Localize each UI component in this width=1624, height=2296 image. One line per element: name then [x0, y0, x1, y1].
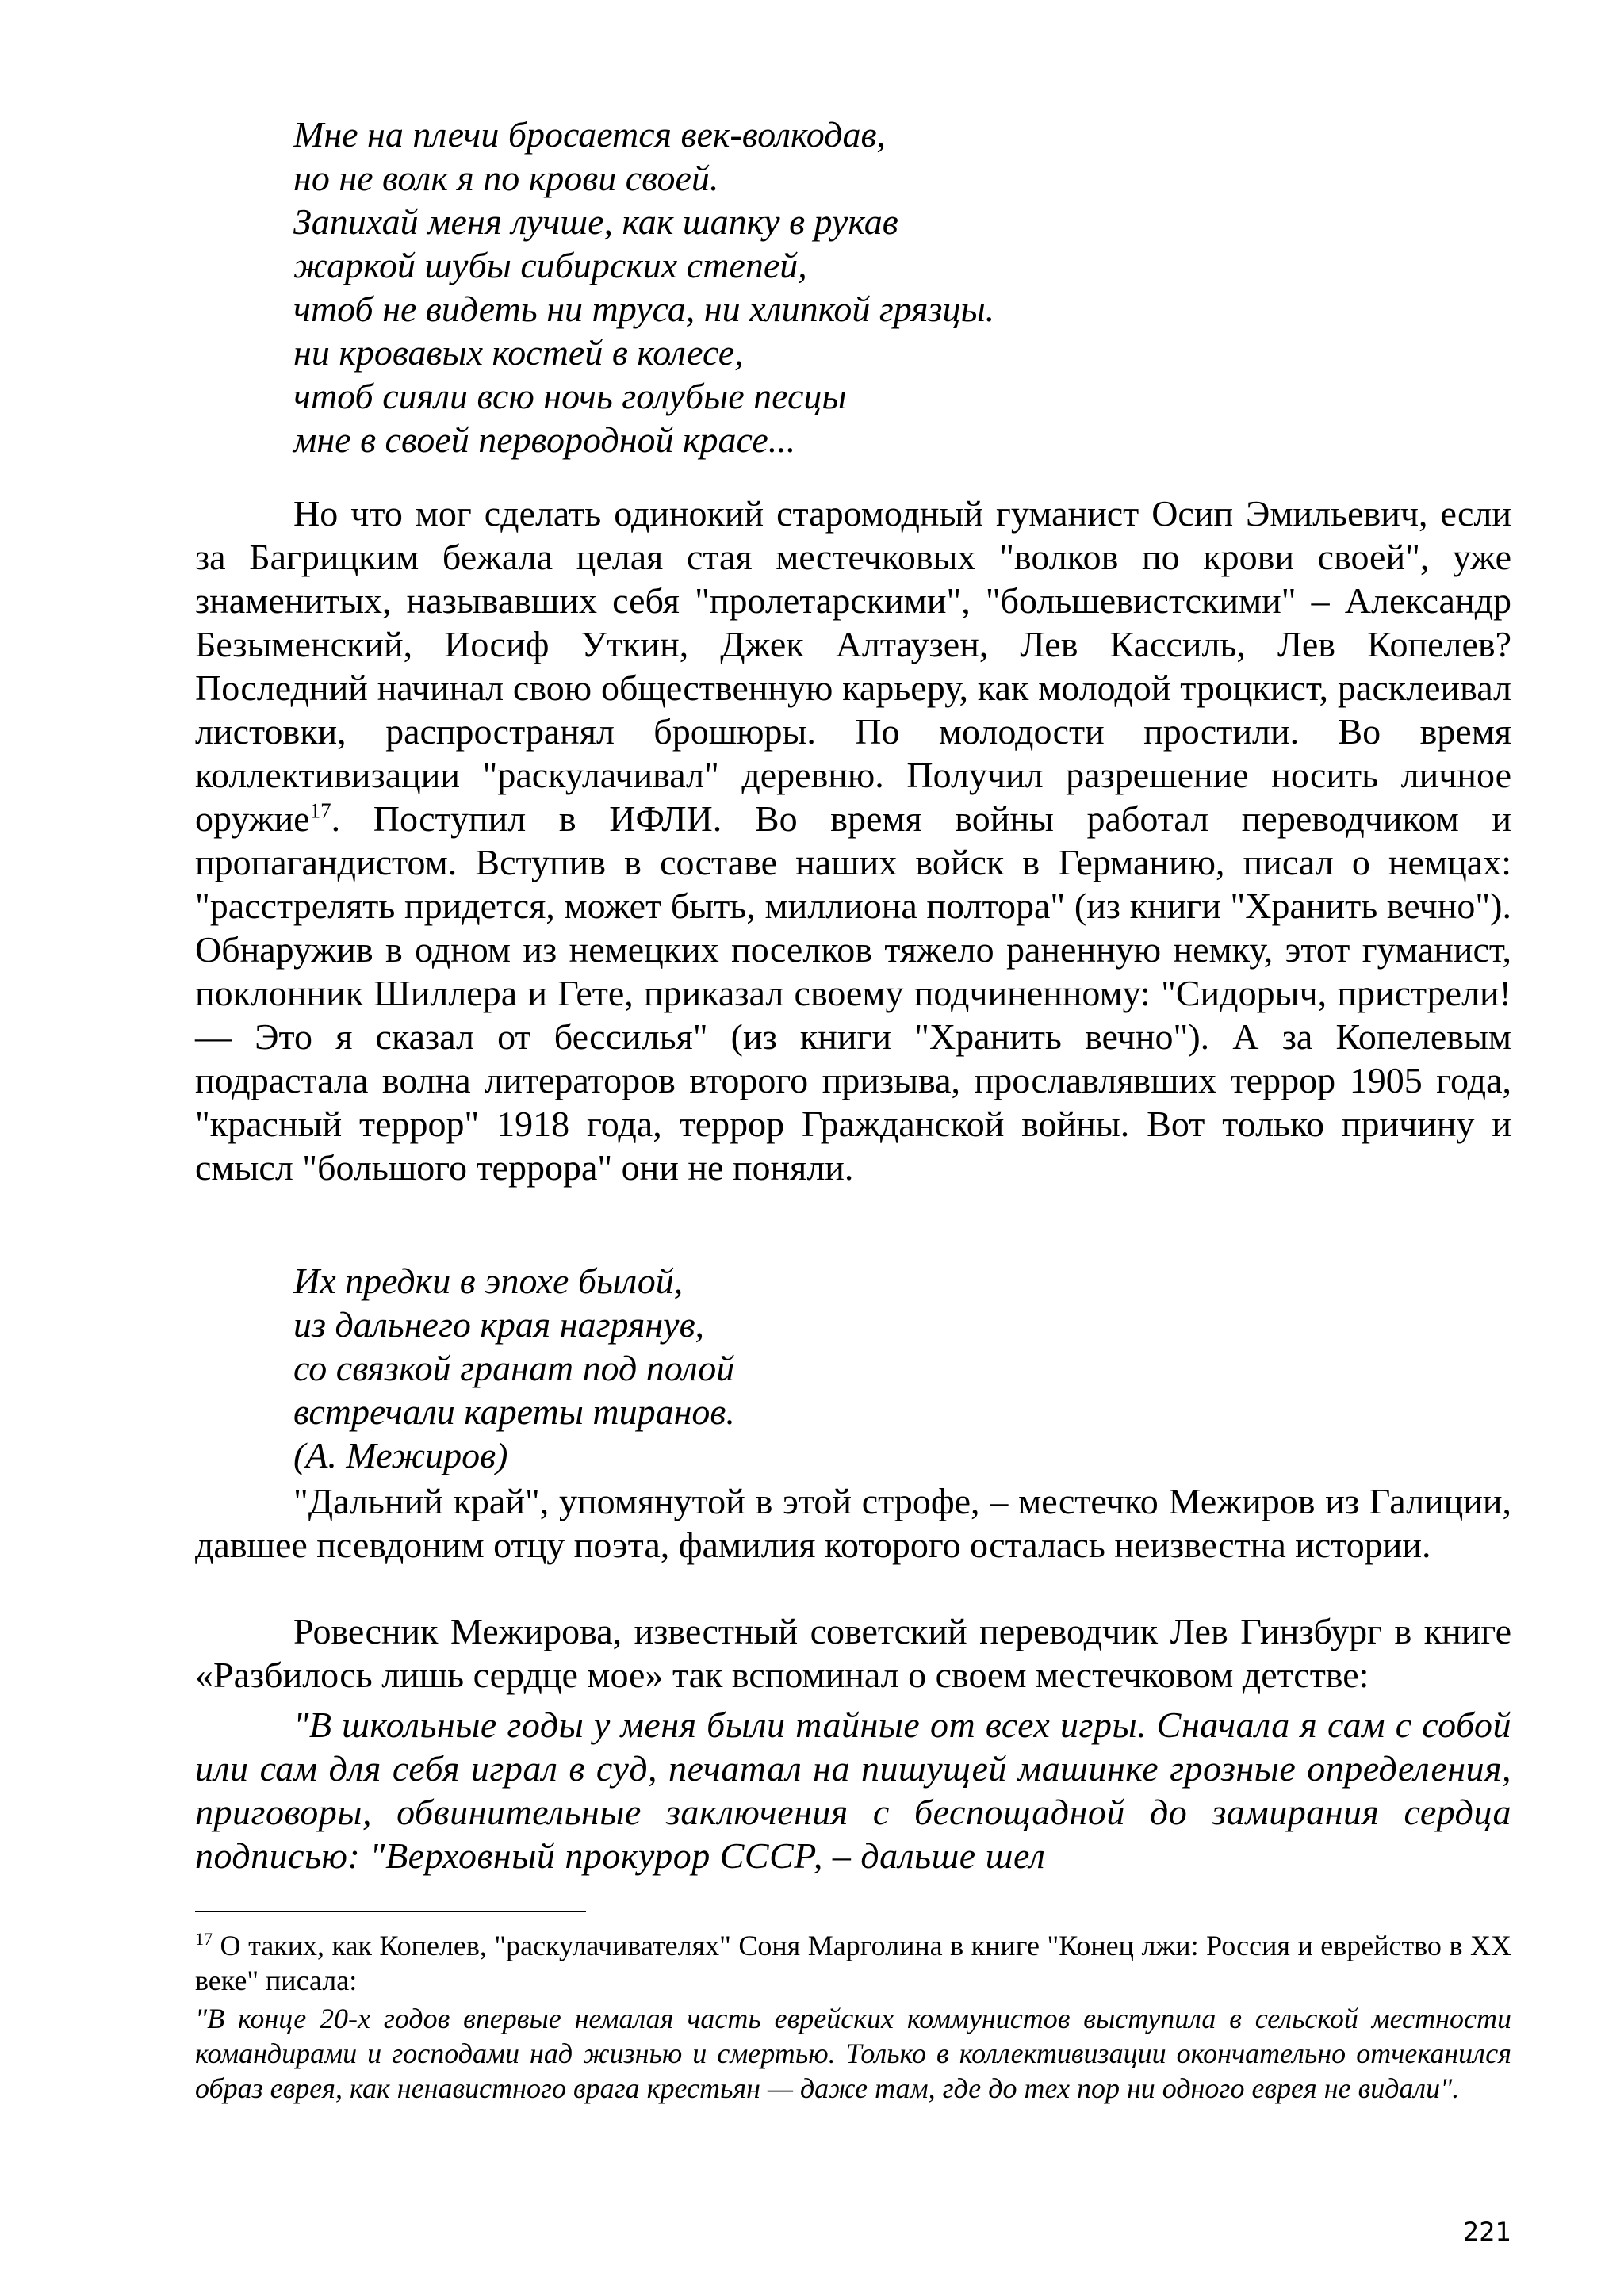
poem-line: Запихай меня лучше, как шапку в рукав — [293, 201, 898, 242]
paragraph-main — [195, 492, 1511, 1189]
footnote-number: 17 — [195, 1929, 213, 1949]
poem-attribution: (А. Межиров) — [293, 1435, 508, 1475]
poem-mezhirov — [293, 1259, 735, 1477]
paragraph-text: "Дальний край", упомянутой в этой строфе, – местечко Межиров из Галиции, давшее псевдоним отцу поэта, фамилия которого осталась неизвестна истории. — [195, 1481, 1511, 1565]
poem-line: но не волк я по крови своей. — [293, 158, 719, 198]
poem-line: жаркой шубы сибирских степей, — [293, 245, 807, 285]
footnote-quote: "В конце 20-х годов впервые немалая часть еврейских коммунистов выступила в сельской местности командирами и господами над жизнью и смертью. Только в коллективизации окончательно отчеканился образ еврея, как ненавистного врага крестьян — даже там, где до тех пор ни одного еврея не видали". — [195, 2003, 1511, 2104]
footnote-17 — [195, 1928, 1511, 2106]
paragraph-text: Ровесник Межирова, известный советский переводчик Лев Гинзбург в книге «Разбилось лишь сердце мое» так вспоминал о своем местечковом детстве: — [195, 1611, 1511, 1695]
footnote-body: О таких, как Копелев, "раскулачивателях" Соня Марголина в книге "Конец лжи: Россия и еврейство в XX веке" писала: — [195, 1930, 1511, 1996]
poem-line: чтоб сияли всю ночь голубые песцы — [293, 376, 847, 416]
page-number: 221 — [1462, 2217, 1511, 2247]
footnote-reference[interactable]: 17 — [309, 798, 331, 823]
footnote-divider — [195, 1911, 586, 1912]
poem-line: ни кровавых костей в колесе, — [293, 332, 744, 373]
poem-line: Мне на плечи бросается век-волкодав, — [293, 114, 886, 155]
paragraph-ginzburg-quote — [195, 1703, 1511, 1877]
footnote-text — [195, 1928, 1511, 1998]
paragraph-segment: Но что мог сделать одинокий старомодный гуманист Осип Эмильевич, если за Багрицким бежала целая стая местечковых "волков по крови своей", уже знаменитых, называвших себя "пролетарскими", "большевистскими" – Александр Безыменский, Иосиф Уткин, Джек Алтаузен, Лев Кассиль, Лев Копелев? Последний начинал свою общественную карьеру, как молодой троцкист, расклеивал листовки, распространял брошюры. По молодости простили. Во время коллективизации "раскулачивал" деревню. Получил разрешение носить личное оружие — [195, 493, 1511, 839]
paragraph-ginzburg — [195, 1609, 1511, 1697]
poem-mandelstam — [293, 113, 994, 461]
poem-line: из дальнего края нагрянув, — [293, 1304, 705, 1345]
poem-line: Их предки в эпохе былой, — [293, 1261, 684, 1301]
paragraph-text — [195, 492, 1511, 1189]
poem-line: со связкой гранат под полой — [293, 1348, 735, 1388]
paragraph-dalny-kray — [195, 1479, 1511, 1567]
paragraph-text: "В школьные годы у меня были тайные от всех игры. Сначала я сам с собой или сам для себя играл в суд, печатал на пишущей машинке грозные определения, приговоры, обвинительные заключения с беспощадной до замирания сердца подписью: "Верховный прокурор СССР, – дальше шел — [195, 1705, 1511, 1876]
poem-line: чтоб не видеть ни труса, ни хлипкой грязцы. — [293, 289, 995, 329]
poem-line: мне в своей первородной красе... — [293, 419, 796, 460]
paragraph-segment: . Поступил в ИФЛИ. Во время войны работал переводчиком и пропагандистом. Вступив в составе наших войск в Германию, писал о немцах: "расстрелять придется, может быть, миллиона полтора" (из книги "Хранить вечно"). Обнаружив в одном из немецких поселков тяжело раненную немку, этот гуманист, поклонник Шиллера и Гете, приказал своему подчиненному: "Сидорыч, пристрели! — Это я сказал от бессилья" (из книги "Хранить вечно"). А за Копелевым подрастала волна литераторов второго призыва, прославлявших террор 1905 года, "красный террор" 1918 года, террор Гражданской войны. Вот только причину и смысл "большого террора" они не поняли. — [195, 798, 1511, 1188]
poem-line: встречали кареты тиранов. — [293, 1391, 735, 1432]
